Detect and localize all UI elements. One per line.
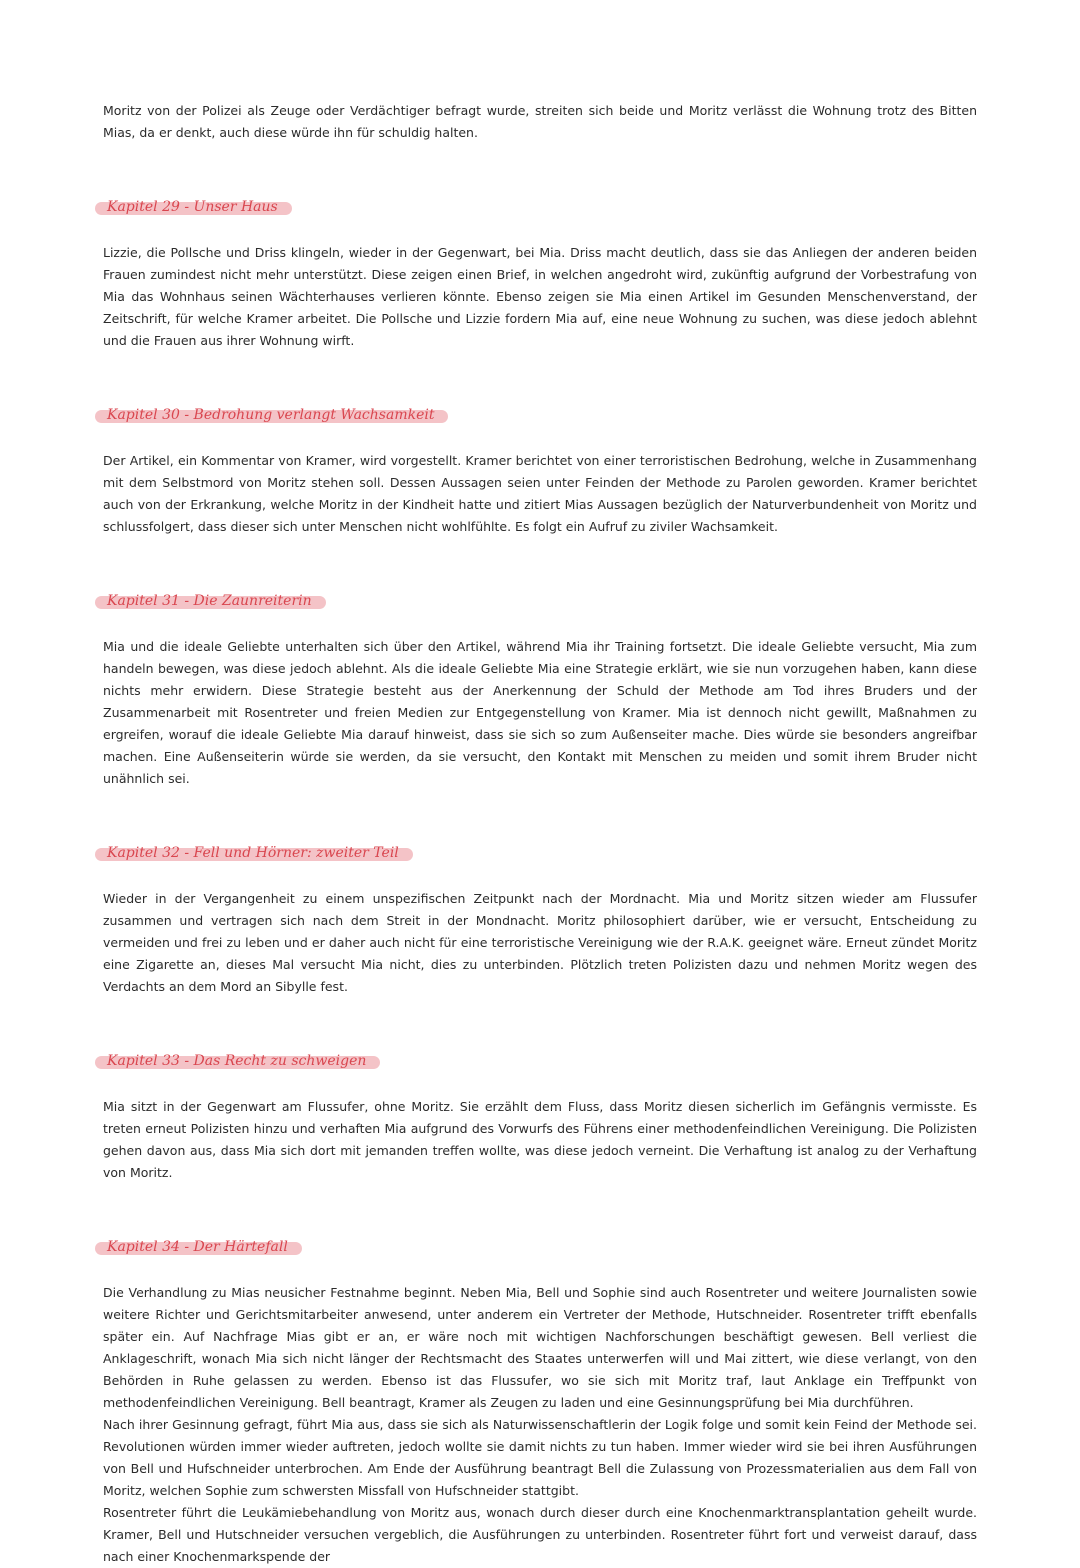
chapter-heading-wrap (103, 196, 977, 220)
chapter-heading: Kapitel 30 - Bedrohung verlangt Wachsamkeit (103, 405, 442, 425)
chapter-31 (103, 590, 977, 790)
chapter-paragraph: Rosentreter führt die Leukämiebehandlung von Moritz aus, wonach durch dieser durch eine Knochenmarktransplantation geheilt wurde. Kramer, Bell und Hutschneider versuchen vergeblich, die Ausführungen zu unterbinden. Rosentreter führt fort und verweist darauf, dass nach einer Knochenmarkspende der (103, 1505, 977, 1564)
chapter-paragraph: Wieder in der Vergangenheit zu einem unspezifischen Zeitpunkt nach der Mordnacht. Mia und Moritz sitzen wieder am Flussufer zusammen und vertragen sich nach dem Streit in der Mondnacht. Moritz philosophiert darüber, wie er versucht, Entscheidung zu vermeiden und frei zu leben und er daher auch nicht für eine terroristische Vereinigung wie der R.A.K. geeignet wäre. Erneut zündet Moritz eine Zigarette an, dieses Mal versucht Mia nicht, dies zu unterbinden. Plötzlich treten Polizisten dazu und nehmen Moritz wegen des Verdachts an dem Mord an Sibylle fest. (103, 891, 977, 994)
chapter-heading: Kapitel 34 - Der Härtefall (103, 1237, 296, 1257)
chapter-paragraph: Nach ihrer Gesinnung gefragt, führt Mia aus, dass sie sich als Naturwissenschaftlerin der Logik folge und somit kein Feind der Methode sei. Revolutionen würden immer wieder auftreten, jedoch wollte sie damit nichts zu tun haben. Immer wieder wird sie bei ihren Ausführungen von Bell und Hufschneider unterbrochen. Am Ende der Ausführung beantragt Bell die Zulassung von Prozessmaterialien aus dem Fall von Moritz, welchen Sophie zum schwersten Missfall von Hufschneider stattgibt. (103, 1417, 977, 1498)
chapter-33 (103, 1050, 977, 1184)
chapter-heading-wrap (103, 1236, 977, 1260)
chapter-heading: Kapitel 33 - Das Recht zu schweigen (103, 1051, 374, 1071)
chapter-heading-wrap (103, 842, 977, 866)
chapter-heading: Kapitel 32 - Fell und Hörner: zweiter Teil (103, 843, 407, 863)
chapter-34 (103, 1236, 977, 1568)
chapter-paragraph: Der Artikel, ein Kommentar von Kramer, wird vorgestellt. Kramer berichtet von einer terroristischen Bedrohung, welche in Zusammenhang mit dem Selbstmord von Moritz stehen soll. Dessen Aussagen seien unter Feinden der Methode zu Parolen geworden. Kramer berichtet auch von der Erkrankung, welche Moritz in der Kindheit hatte und zitiert Mias Aussagen bezüglich der Naturverbundenheit von Moritz und schlussfolgert, dass dieser sich unter Menschen nicht wohlfühlte. Es folgt ein Aufruf zu ziviler Wachsamkeit. (103, 453, 977, 534)
chapter-heading: Kapitel 29 - Unser Haus (103, 197, 286, 217)
chapter-paragraph: Die Verhandlung zu Mias neusicher Festnahme beginnt. Neben Mia, Bell und Sophie sind auch Rosentreter und weitere Journalisten sowie weitere Richter und Gerichtsmitarbeiter anwesend, unter anderem ein Vertreter der Methode, Hutschneider. Rosentreter trifft ebenfalls später ein. Auf Nachfrage Mias gibt er an, er wäre noch mit wichtigen Nachforschungen beschäftigt gewesen. Bell verliest die Anklageschrift, wonach Mia sich nicht länger der Rechtsmacht des Staates unterwerfen will und Mai zittert, wie diese verlangt, von den Behörden in Ruhe gelassen zu werden. Ebenso ist das Flussufer, wo sie sich mit Moritz traf, laut Anklage ein Treffpunkt von methodenfeindlichen Vereinigung. Bell beantragt, Kramer als Zeugen zu laden und eine Gesinnungsprüfung bei Mia durchführen. (103, 1285, 977, 1410)
chapter-paragraph: Mia sitzt in der Gegenwart am Flussufer, ohne Moritz. Sie erzählt dem Fluss, dass Moritz diesen sicherlich im Gefängnis vermisste. Es treten erneut Polizisten hinzu und verhaften Mia aufgrund des Vorwurfs des Führens einer methodenfeindlichen Vereinigung. Die Polizisten gehen davon aus, dass Mia sich dort mit jemanden treffen wollte, was diese jedoch verneint. Die Verhaftung ist analog zu der Verhaftung von Moritz. (103, 1099, 977, 1180)
chapter-29 (103, 196, 977, 352)
chapter-paragraph: Mia und die ideale Geliebte unterhalten sich über den Artikel, während Mia ihr Training fortsetzt. Die ideale Geliebte versucht, Mia zum handeln bewegen, was diese jedoch ablehnt. Als die ideale Geliebte Mia eine Strategie erklärt, wie sie nun vorzugehen haben, kann diese nichts mehr erwidern. Diese Strategie besteht aus der Anerkennung der Schuld der Methode am Tod ihres Bruders und der Zusammenarbeit mit Rosentreter und freien Medien zur Entgegenstellung von Kramer. Mia ist dennoch nicht gewillt, Maßnahmen zu ergreifen, worauf die ideale Geliebte Mia darauf hinweist, dass sie sich so zum Außenseiter mache. Dies würde sie besonders angreifbar machen. Eine Außenseiterin würde sie werden, da sie versucht, den Kontakt mit Menschen zu meiden und somit ihrem Bruder nicht unähnlich sei. (103, 639, 977, 786)
document-page (103, 100, 977, 1568)
chapter-heading-wrap (103, 404, 977, 428)
chapter-32 (103, 842, 977, 998)
intro-paragraph: Moritz von der Polizei als Zeuge oder Verdächtiger befragt wurde, streiten sich beide und Moritz verlässt die Wohnung trotz des Bitten Mias, da er denkt, auch diese würde ihn für schuldig halten. (103, 103, 977, 140)
chapter-heading-wrap (103, 590, 977, 614)
chapter-heading: Kapitel 31 - Die Zaunreiterin (103, 591, 320, 611)
chapter-30 (103, 404, 977, 538)
chapter-paragraph: Lizzie, die Pollsche und Driss klingeln, wieder in der Gegenwart, bei Mia. Driss macht deutlich, dass sie das Anliegen der anderen beiden Frauen zumindest nicht mehr unterstützt. Diese zeigen einen Brief, in welchen angedroht wird, zukünftig aufgrund der Vorbestrafung von Mia das Wohnhaus seinen Wächterhauses verlieren könnte. Ebenso zeigen sie Mia einen Artikel im Gesunden Menschenverstand, der Zeitschrift, für welche Kramer arbeitet. Die Pollsche und Lizzie fordern Mia auf, eine neue Wohnung zu suchen, was diese jedoch ablehnt und die Frauen aus ihrer Wohnung wirft. (103, 245, 977, 348)
chapter-heading-wrap (103, 1050, 977, 1074)
